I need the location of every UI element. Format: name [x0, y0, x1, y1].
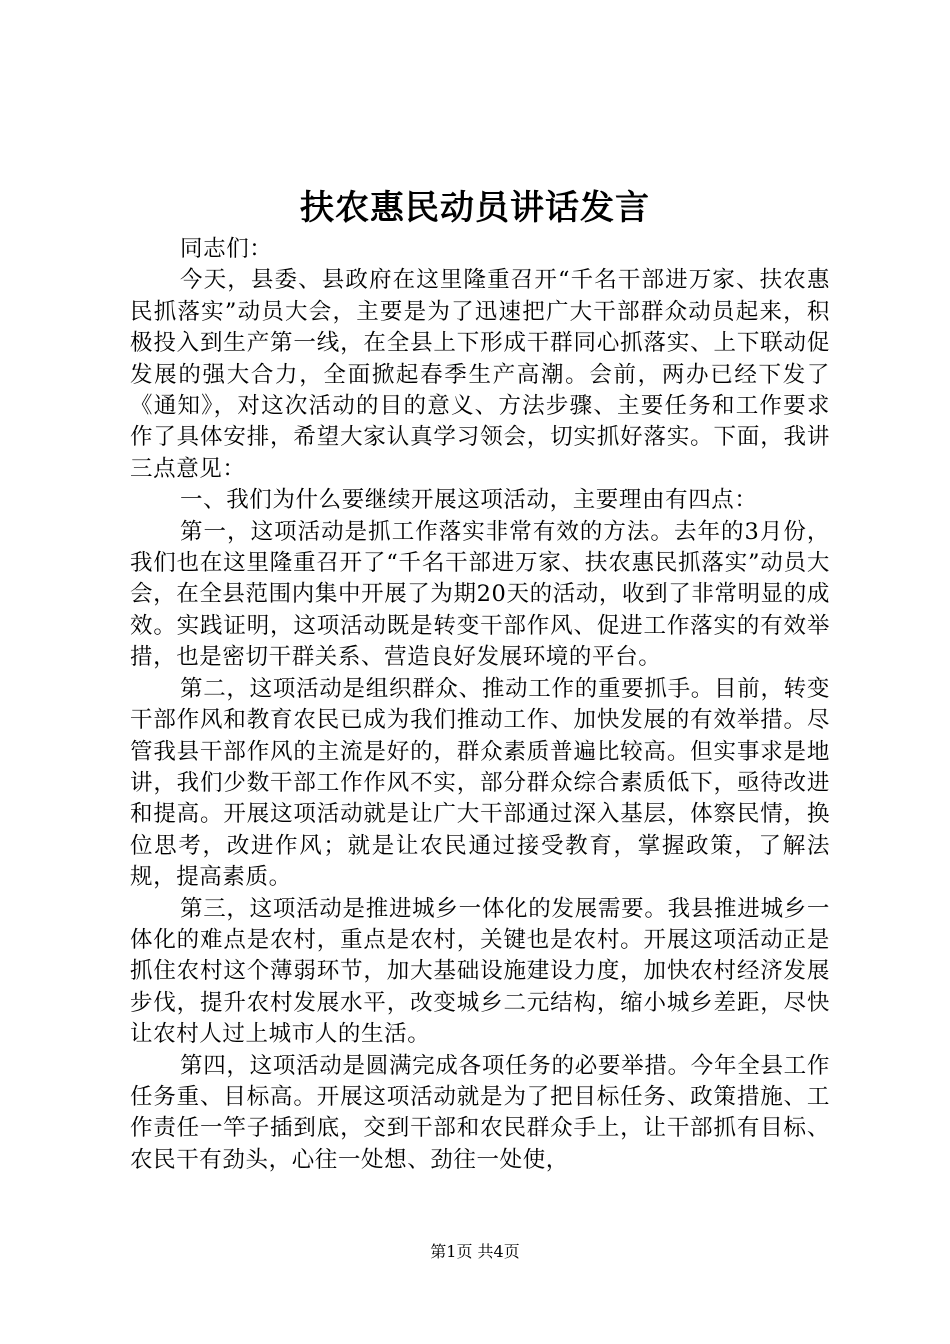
- body-paragraph: 第一，这项活动是抓工作落实非常有效的方法。去年的3月份，我们也在这里隆重召开了“千名干部进万家、扶农惠民抓落实”动员大会，在全县范围内集中开展了为期20天的活动，收到了非常明显的成效。实践证明，这项活动既是转变干部作风、促进工作落实的有效举措，也是密切干群关系、营造良好发展环境的平台。: [130, 518, 830, 671]
- body-paragraph: 今天，县委、县政府在这里隆重召开“千名干部进万家、扶农惠民抓落实”动员大会，主要是为了迅速把广大干部群众动员起来，积极投入到生产第一线，在全县上下形成干群同心抓落实、上下联动促发展的强大合力，全面掀起春季生产高潮。会前，两办已经下发了《通知》，对这次活动的目的意义、方法步骤、主要任务和工作要求作了具体安排，希望大家认真学习领会，切实抓好落实。下面，我讲三点意见：: [130, 267, 830, 482]
- body-paragraph: 第四，这项活动是圆满完成各项任务的必要举措。今年全县工作任务重、目标高。开展这项活动就是为了把目标任务、政策措施、工作责任一竿子插到底，交到干部和农民群众手上，让干部抓有目标、农民干有劲头，心往一处想、劲往一处使，: [130, 1052, 830, 1173]
- document-title: 扶农惠民动员讲话发言: [300, 188, 650, 228]
- document-body: [130, 234, 830, 1176]
- salutation-paragraph: 同志们：: [180, 236, 273, 262]
- body-paragraph: 第三，这项活动是推进城乡一体化的发展需要。我县推进城乡一体化的难点是农村，重点是农村，关键也是农村。开展这项活动正是抓住农村这个薄弱环节，加大基础设施建设力度，加快农村经济发展步伐，提升农村发展水平，改变城乡二元结构，缩小城乡差距，尽快让农村人过上城市人的生活。: [130, 895, 830, 1048]
- page-number-footer: 第1页 共4页: [430, 1242, 520, 1261]
- body-paragraph: 第二，这项活动是组织群众、推动工作的重要抓手。目前，转变干部作风和教育农民已成为我们推动工作、加快发展的有效举措。尽管我县干部作风的主流是好的，群众素质普遍比较高。但实事求是地讲，我们少数干部工作作风不实，部分群众综合素质低下，亟待改进和提高。开展这项活动就是让广大干部通过深入基层，体察民情，换位思考，改进作风；就是让农民通过接受教育，掌握政策，了解法规，提高素质。: [130, 675, 830, 891]
- section-heading: 一、我们为什么要继续开展这项活动，主要理由有四点：: [180, 487, 758, 514]
